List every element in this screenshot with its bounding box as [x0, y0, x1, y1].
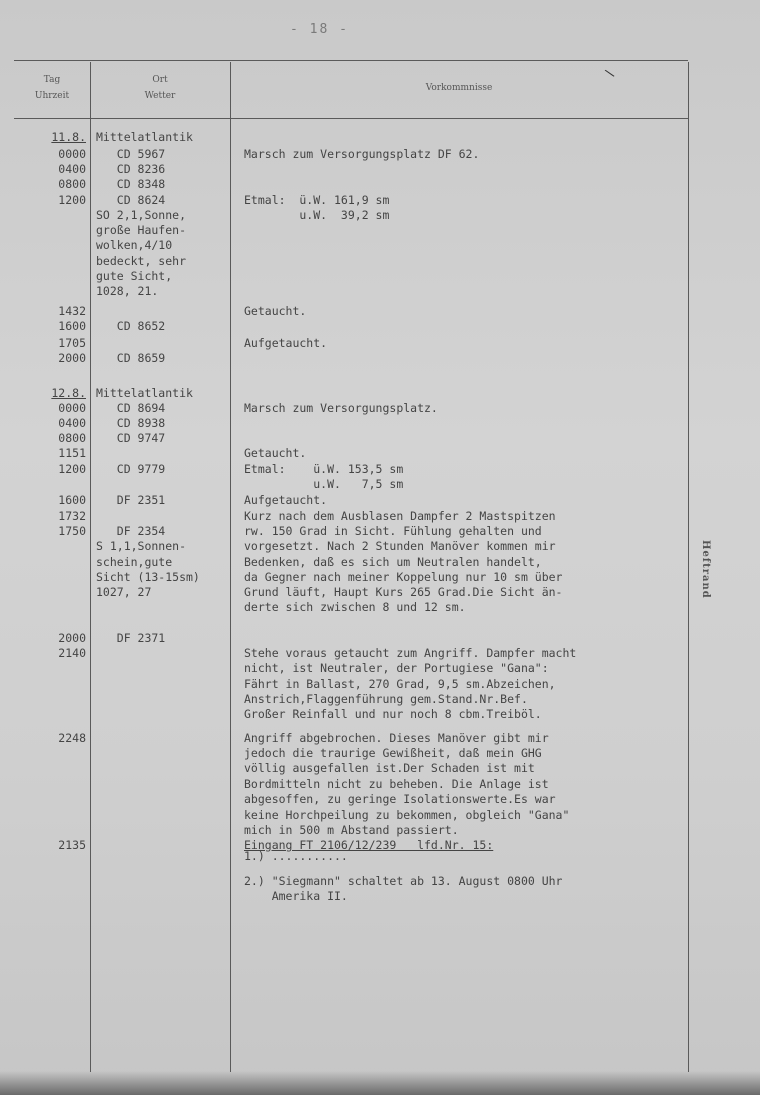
log-time-cell: 1200: [58, 462, 86, 476]
table-right-rule: [688, 62, 689, 1072]
log-event-cell: Fährt in Ballast, 270 Grad, 9,5 sm.Abzeichen,: [244, 677, 556, 691]
header-ort-line2: Wetter: [144, 91, 176, 101]
log-event-cell: mich in 500 m Abstand passiert.: [244, 823, 459, 837]
log-time-cell: 1151: [58, 446, 86, 460]
log-event-cell: völlig ausgefallen ist.Der Schaden ist mit: [244, 761, 535, 775]
log-place-cell: große Haufen-: [96, 223, 187, 237]
log-event-cell: Aufgetaucht.: [244, 336, 328, 350]
side-margin-note: Heftrand: [700, 540, 711, 599]
log-event-cell: Angriff abgebrochen. Dieses Manöver gibt mir: [244, 731, 549, 745]
log-event-cell: abgesoffen, zu geringe Isolationswerte.Es war: [244, 792, 556, 806]
log-event-cell: Kurz nach dem Ausblasen Dampfer 2 Mastspitzen: [244, 509, 556, 523]
log-time-cell: 0400: [58, 162, 86, 176]
log-event-cell: u.W. 39,2 sm: [244, 208, 390, 222]
log-time-cell: 1600: [58, 493, 86, 507]
log-event-cell: Aufgetaucht.: [244, 493, 328, 507]
header-ort-line1: Ort: [152, 75, 168, 85]
log-time-cell: 0800: [58, 177, 86, 191]
log-time-cell: 1432: [58, 304, 86, 318]
log-event-cell: Amerika II.: [244, 889, 348, 903]
log-time-cell: 2135: [58, 838, 86, 852]
log-place-cell: CD 5967: [96, 147, 166, 161]
log-time-cell: 0000: [58, 147, 86, 161]
log-place-cell: bedeckt, sehr: [96, 254, 187, 268]
log-event-cell: Anstrich,Flaggenführung gem.Stand.Nr.Bef.: [244, 692, 528, 706]
column-divider-place: [230, 62, 231, 1072]
log-event-cell: keine Horchpeilung zu bekommen, obgleich "Gana": [244, 808, 570, 822]
log-time-cell: 11.8.: [51, 130, 86, 144]
log-place-cell: Mittelatlantik: [96, 386, 193, 400]
log-place-cell: CD 8938: [96, 416, 166, 430]
log-event-cell: u.W. 7,5 sm: [244, 477, 404, 491]
log-event-cell: jedoch die traurige Gewißheit, daß mein GHG: [244, 746, 542, 760]
log-place-cell: CD 9747: [96, 431, 166, 445]
log-place-cell: CD 9779: [96, 462, 166, 476]
log-event-cell: derte sich zwischen 8 und 12 sm.: [244, 600, 466, 614]
log-place-cell: gute Sicht,: [96, 269, 173, 283]
log-event-cell: Großer Reinfall und nur noch 8 cbm.Treiböl.: [244, 707, 542, 721]
log-event-cell: da Gegner nach meiner Koppelung nur 10 sm über: [244, 570, 563, 584]
log-time-cell: 1732: [58, 509, 86, 523]
log-time-cell: 2248: [58, 731, 86, 745]
log-time-cell: 0400: [58, 416, 86, 430]
log-time-cell: 1600: [58, 319, 86, 333]
log-place-cell: CD 8659: [96, 351, 166, 365]
log-event-cell: Stehe voraus getaucht zum Angriff. Dampfer macht: [244, 646, 577, 660]
log-event-cell: Marsch zum Versorgungsplatz DF 62.: [244, 147, 480, 161]
log-time-cell: 2140: [58, 646, 86, 660]
table-top-rule: [14, 60, 688, 61]
log-place-cell: DF 2354: [96, 524, 166, 538]
log-event-cell: Etmal: ü.W. 161,9 sm: [244, 193, 390, 207]
log-time-cell: 1705: [58, 336, 86, 350]
log-time-cell: 2000: [58, 351, 86, 365]
log-place-cell: CD 8236: [96, 162, 166, 176]
log-place-cell: CD 8652: [96, 319, 166, 333]
log-event-cell: vorgesetzt. Nach 2 Stunden Manöver kommen mir: [244, 539, 556, 553]
log-time-cell: 1200: [58, 193, 86, 207]
log-place-cell: CD 8694: [96, 401, 166, 415]
log-event-cell: Etmal: ü.W. 153,5 sm: [244, 462, 404, 476]
log-time-cell: 0800: [58, 431, 86, 445]
column-divider-time: [90, 62, 91, 1072]
log-place-cell: Mittelatlantik: [96, 130, 193, 144]
header-tag-line1: Tag: [43, 75, 61, 85]
pencil-tick-mark: \: [602, 65, 617, 81]
log-event-cell: Bedenken, daß es sich um Neutralen handelt,: [244, 555, 542, 569]
log-time-cell: 1750: [58, 524, 86, 538]
log-place-cell: DF 2351: [96, 493, 166, 507]
log-event-cell: rw. 150 Grad in Sicht. Fühlung gehalten und: [244, 524, 542, 538]
log-event-cell: nicht, ist Neutraler, der Portugiese "Gana":: [244, 661, 549, 675]
log-place-cell: schein,gute: [96, 555, 173, 569]
log-time-cell: 12.8.: [51, 386, 86, 400]
log-event-cell: 2.) "Siegmann" schaltet ab 13. August 0800 Uhr: [244, 874, 563, 888]
log-place-cell: DF 2371: [96, 631, 166, 645]
log-place-cell: 1027, 27: [96, 585, 152, 599]
header-ort: [90, 72, 230, 104]
log-event-cell: Marsch zum Versorgungsplatz.: [244, 401, 438, 415]
header-vorkommnisse: Vorkommnisse: [425, 83, 493, 93]
log-place-cell: wolken,4/10: [96, 238, 173, 252]
log-place-cell: SO 2,1,Sonne,: [96, 208, 187, 222]
header-tag: [14, 72, 90, 104]
log-place-cell: CD 8348: [96, 177, 166, 191]
log-event-cell: Grund läuft, Haupt Kurs 265 Grad.Die Sicht än-: [244, 585, 563, 599]
log-event-cell: Getaucht.: [244, 304, 307, 318]
page-number: - 18 -: [290, 22, 349, 37]
log-event-cell: Getaucht.: [244, 446, 307, 460]
log-time-cell: 0000: [58, 401, 86, 415]
log-place-cell: CD 8624: [96, 193, 166, 207]
log-place-cell: 1028, 21.: [96, 284, 159, 298]
table-header-rule: [14, 118, 688, 119]
log-event-cell: Eingang FT 2106/12/239 lfd.Nr. 15:: [244, 838, 494, 852]
log-time-cell: 2000: [58, 631, 86, 645]
header-tag-line2: Uhrzeit: [34, 91, 70, 101]
log-place-cell: S 1,1,Sonnen-: [96, 539, 187, 553]
log-event-cell: Bordmitteln nicht zu beheben. Die Anlage ist: [244, 777, 549, 791]
scan-bottom-shadow: [0, 1071, 760, 1095]
log-place-cell: Sicht (13-15sm): [96, 570, 200, 584]
log-event-cell: 1.) ...........: [244, 849, 348, 863]
